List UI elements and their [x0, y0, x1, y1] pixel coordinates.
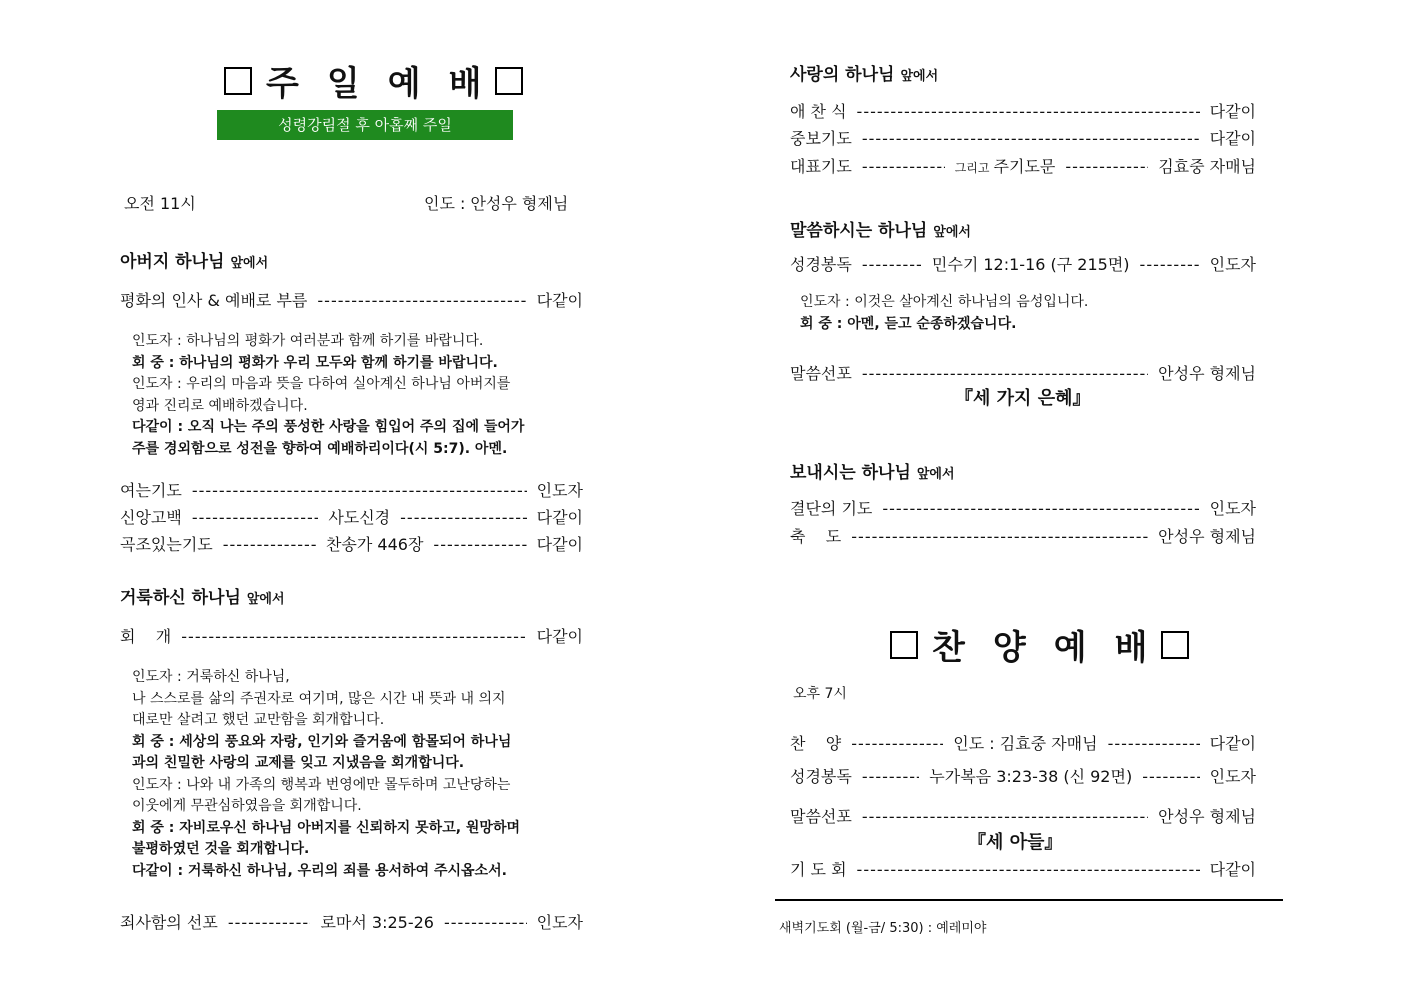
order-item: 성경봉독 ----- 누가복음 3:23-38 (신 92면) ----- 인도자: [790, 764, 1256, 787]
order-item: 죄사함의 선포 ----- 로마서 3:25-26 ----- 인도자: [120, 910, 583, 933]
order-item: 대표기도 ----- 그리고 주기도문 ----- 김효중 자매님: [790, 154, 1256, 177]
order-item: 찬 양 ----- 인도 : 김효중 자매님 ----- 다같이: [790, 731, 1256, 754]
section-heading: 거룩하신 하나님 앞에서: [120, 588, 285, 608]
order-item: 결단의 기도 ----- 인도자: [790, 496, 1256, 519]
order-item: 신앙고백 ----- 사도신경 ----- 다같이: [120, 505, 583, 528]
sermon-title: 『세 가지 은혜』: [955, 388, 1091, 409]
order-item: 기 도 회 ----- 다같이: [790, 857, 1256, 880]
order-item: 성경봉독 ----- 민수기 12:1-16 (구 215면) ----- 인도자: [790, 252, 1256, 275]
order-item: 여는기도 ----- 인도자: [120, 478, 583, 501]
title-char: 양: [992, 628, 1026, 668]
section-heading: 말씀하시는 하나님 앞에서: [790, 221, 971, 241]
square-icon: [1161, 631, 1189, 659]
square-icon: [224, 67, 252, 95]
service-title-evening: [890, 620, 1189, 669]
order-item: 회 개 ----- 다같이: [120, 624, 583, 647]
sermon-title: 『세 아들』: [968, 832, 1063, 853]
order-item: 애 찬 식 ----- 다같이: [790, 99, 1256, 122]
responsive-reading: 인도자 : 이것은 살아계신 하나님의 음성입니다. 회 중 : 아멘, 듣고 순종하겠습니다.: [800, 294, 1089, 332]
title-char: 배: [1114, 628, 1148, 668]
order-item: 말씀선포 ----- 안성우 형제님: [790, 361, 1256, 384]
dawn-prayer-note: 새벽기도회 (월-금/ 5:30) : 예레미야: [779, 921, 987, 936]
square-icon: [495, 67, 523, 95]
title-char: 일: [326, 64, 360, 104]
section-heading: 아버지 하나님 앞에서: [120, 252, 269, 272]
season-banner: 성령강림절 후 아홉째 주일: [217, 110, 513, 140]
responsive-reading: 인도자 : 거룩하신 하나님, 나 스스로를 삶의 주권자로 여기며, 많은 시간 내 뜻과 내 의지 대로만 살려고 했던 교만함을 회개합니다. 회 중 : 세상의 풍요와 자랑, 인기와 즐거움에 함몰되어 하나님 과의 친밀한 사랑의 교제를 잊고 지냈음을 회개합니다. 인도자 : 나와 내 가족의 행복과 번영에만 몰두하며 고난당하는 이웃에게 무관심하였음을 회개합니다. 회 중 : 자비로우신 하나님 아버지를 신뢰하지 못하고, 원망하며 불평하였던 것을 회개합니다. 다같이 : 거룩하신 하나님, 우리의 죄를 용서하여 주시옵소서.: [132, 669, 521, 879]
title-char: 예: [387, 64, 421, 104]
section-heading: 사랑의 하나님 앞에서: [790, 65, 939, 85]
order-item: 곡조있는기도 ----- 찬송가 446장 ----- 다같이: [120, 532, 583, 555]
service-title-morning: [224, 56, 523, 105]
title-char: 예: [1053, 628, 1087, 668]
order-item: 말씀선포 ----- 안성우 형제님: [790, 804, 1256, 827]
title-char: 배: [448, 64, 482, 104]
service-time: 오전 11시: [124, 194, 196, 213]
divider: [775, 899, 1283, 901]
order-item: 축 도 ----- 안성우 형제님: [790, 524, 1256, 547]
title-char: 찬: [932, 628, 965, 668]
section-heading: 보내시는 하나님 앞에서: [790, 463, 955, 483]
square-icon: [890, 631, 918, 659]
order-item: 중보기도 ----- 다같이: [790, 126, 1256, 149]
responsive-reading: 인도자 : 하나님의 평화가 여러분과 함께 하기를 바랍니다. 회 중 : 하나님의 평화가 우리 모두와 함께 하기를 바랍니다. 인도자 : 우리의 마음과 뜻을 다하여 실아계신 하나님 아버지를 영과 진리로 예배하겠습니다. 다같이 : 오직 나는 주의 풍성한 사랑을 힘입어 주의 집에 들어가 주를 경외함으로 성전을 향하여 예배하리이다(시 5:7). 아멘.: [132, 333, 525, 457]
title-char: 주: [266, 64, 299, 104]
service-time: 오후 7시: [793, 686, 847, 702]
order-item: 평화의 인사 & 예배로 부름 ----- 다같이: [120, 288, 583, 311]
service-leader: 인도 : 안성우 형제님: [424, 194, 569, 213]
